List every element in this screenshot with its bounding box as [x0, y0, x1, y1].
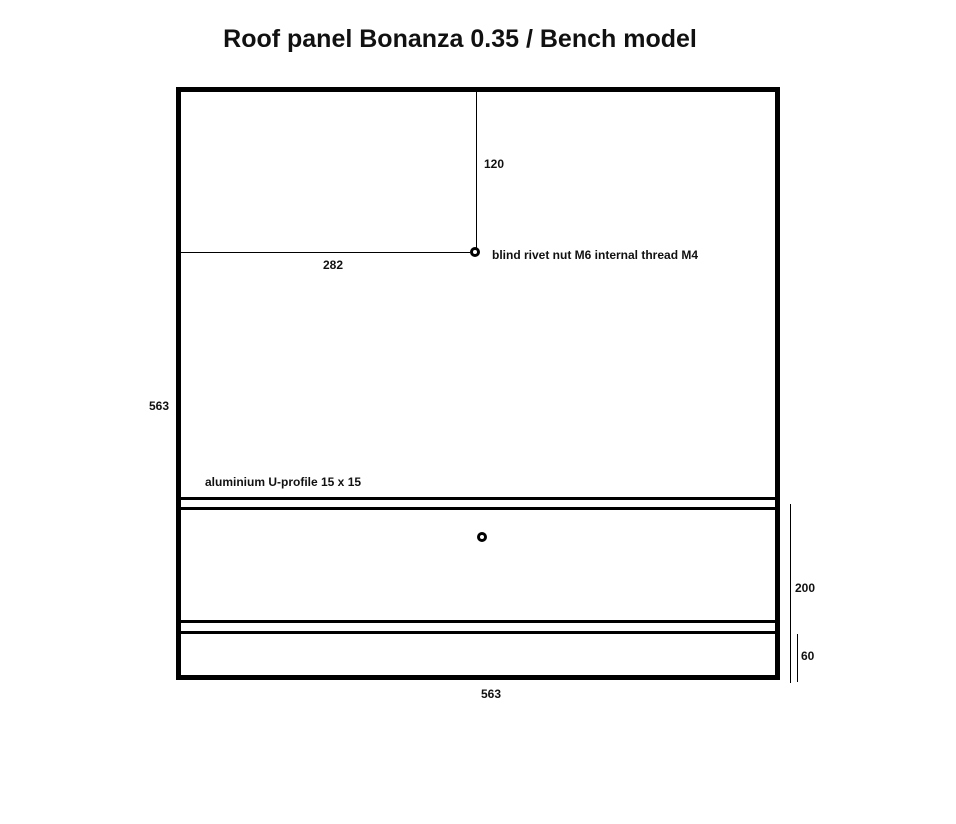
dim-label-60: 60 [801, 649, 815, 663]
profile-annotation: aluminium U-profile 15 x 15 [205, 475, 362, 489]
dim-line-60 [797, 634, 798, 682]
u-profile-top-line-1 [181, 497, 775, 500]
dim-label-120: 120 [484, 157, 505, 171]
rivet-nut-marker-bench [477, 532, 487, 542]
rivet-annotation: blind rivet nut M6 internal thread M4 [492, 248, 699, 262]
dim-line-200 [790, 504, 791, 683]
panel-outline [176, 87, 780, 680]
dim-label-height-563: 563 [149, 399, 170, 413]
dim-label-width-563: 563 [481, 687, 502, 701]
rivet-nut-marker-top [470, 247, 480, 257]
diagram-title: Roof panel Bonanza 0.35 / Bench model [223, 25, 697, 53]
u-profile-bottom-line-2 [181, 631, 775, 634]
dim-line-120 [476, 92, 477, 248]
u-profile-bottom-line-1 [181, 620, 775, 623]
dim-label-282: 282 [323, 258, 344, 272]
u-profile-top-line-2 [181, 507, 775, 510]
dim-label-200: 200 [795, 581, 816, 595]
dim-line-282 [181, 252, 470, 253]
